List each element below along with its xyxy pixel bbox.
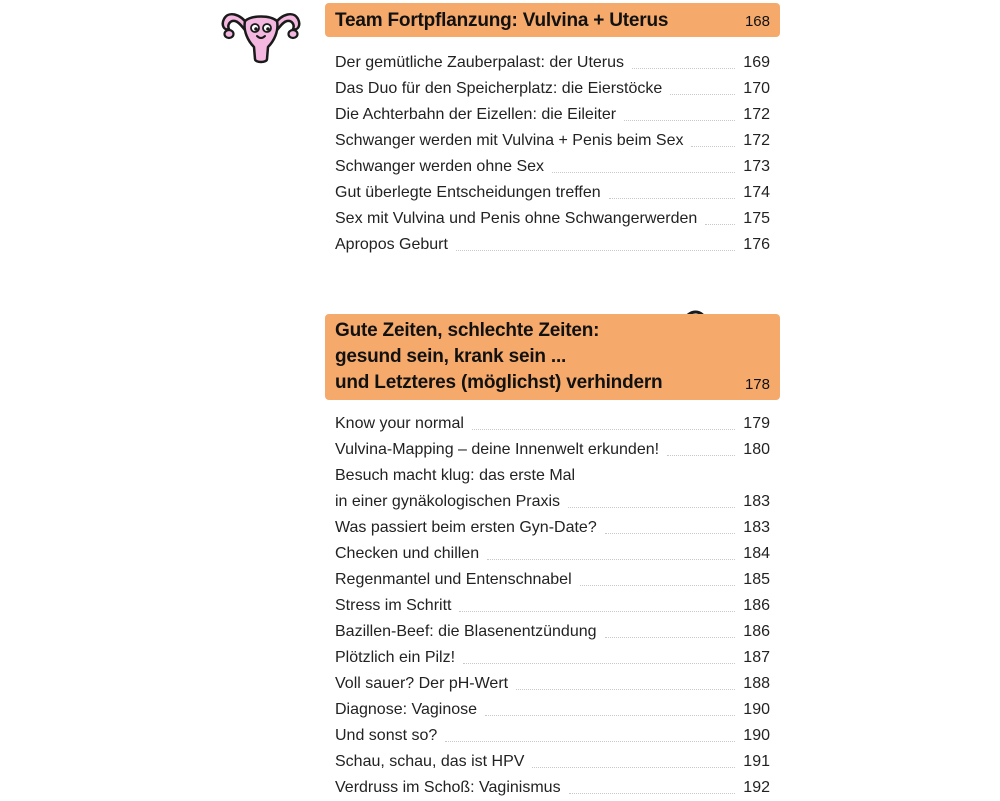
toc-entry[interactable] [325, 619, 780, 645]
dot-leader [456, 250, 735, 251]
dot-leader [459, 611, 735, 612]
dot-leader [463, 663, 735, 664]
toc-section-reproduction [325, 3, 780, 258]
toc-entry-page: 190 [743, 701, 770, 718]
toc-entry-page: 187 [743, 649, 770, 666]
toc-entry-page: 183 [743, 519, 770, 536]
toc-entry-title: Die Achterbahn der Eizellen: die Eileiter [335, 106, 617, 123]
toc-entry-title: Was passiert beim ersten Gyn-Date? [335, 519, 597, 536]
dot-leader [552, 172, 735, 173]
dot-leader [580, 585, 736, 586]
toc-entry-title: Plötzlich ein Pilz! [335, 649, 456, 666]
toc-entry-page: 186 [743, 623, 770, 640]
toc-entry-page: 179 [743, 415, 770, 432]
section-title-line-1: Gute Zeiten, schlechte Zeiten: [335, 320, 600, 341]
uterus-character-icon [218, 5, 304, 69]
dot-leader [609, 198, 736, 199]
dot-leader [487, 559, 735, 560]
toc-list [325, 50, 780, 258]
toc-entry[interactable] [325, 206, 780, 232]
section-title: Team Fortpflanzung: Vulvina + Uterus [335, 10, 669, 31]
toc-entry[interactable] [325, 232, 780, 258]
toc-entry-title: Sex mit Vulvina und Penis ohne Schwangerwerden [335, 210, 698, 227]
toc-entry-page: 180 [743, 441, 770, 458]
toc-entry[interactable] [325, 567, 780, 593]
toc-entry-title: Know your normal [335, 415, 464, 432]
dot-leader [445, 741, 735, 742]
section-page-number: 168 [744, 13, 770, 30]
toc-entry-page: 192 [743, 779, 770, 796]
section-header[interactable] [325, 3, 780, 37]
toc-entry-title: Vulvina-Mapping – deine Innenwelt erkunden! [335, 441, 660, 458]
toc-entry-title: Der gemütliche Zauberpalast: der Uterus [335, 54, 625, 71]
toc-entry-title: Gut überlegte Entscheidungen treffen [335, 184, 601, 201]
toc-entry-page: 173 [743, 158, 770, 175]
toc-entry-page: 175 [743, 210, 770, 227]
dot-leader [667, 455, 735, 456]
toc-entry-page: 188 [743, 675, 770, 692]
toc-entry[interactable] [325, 180, 780, 206]
toc-entry[interactable] [325, 671, 780, 697]
toc-entry[interactable] [325, 775, 780, 801]
section-title-line-3: und Letzteres (möglichst) verhindern [335, 372, 663, 393]
toc-entry-page: 174 [743, 184, 770, 201]
toc-entry[interactable] [325, 697, 780, 723]
toc-entry[interactable] [325, 411, 780, 437]
toc-entry-title: Schwanger werden ohne Sex [335, 158, 545, 175]
toc-entry-page: 172 [743, 106, 770, 123]
toc-entry-page: 183 [743, 493, 770, 510]
dot-leader [632, 68, 735, 69]
toc-entry[interactable] [325, 723, 780, 749]
toc-entry-page: 170 [743, 80, 770, 97]
toc-entry-page: 176 [743, 236, 770, 253]
toc-entry-title: Das Duo für den Speicherplatz: die Eierstöcke [335, 80, 663, 97]
toc-entry-title-line-1[interactable] [325, 463, 780, 489]
dot-leader [516, 689, 735, 690]
toc-entry-title-line-2: in einer gynäkologischen Praxis [335, 493, 561, 510]
toc-entry[interactable] [325, 437, 780, 463]
dot-leader [624, 120, 735, 121]
toc-entry[interactable] [325, 489, 780, 515]
toc-entry[interactable] [325, 541, 780, 567]
dot-leader [485, 715, 735, 716]
toc-entry-page: 190 [743, 727, 770, 744]
toc-entry-title: Und sonst so? [335, 727, 438, 744]
toc-entry-page: 169 [743, 54, 770, 71]
toc-entry[interactable] [325, 593, 780, 619]
dot-leader [605, 637, 736, 638]
dot-leader [705, 224, 735, 225]
toc-entry[interactable] [325, 102, 780, 128]
toc-entry[interactable] [325, 749, 780, 775]
toc-entry[interactable] [325, 154, 780, 180]
section-header[interactable] [325, 314, 780, 400]
toc-entry-page: 186 [743, 597, 770, 614]
toc-entry-title: Schwanger werden mit Vulvina + Penis beim Sex [335, 132, 684, 149]
toc-entry-page: 185 [743, 571, 770, 588]
toc-entry[interactable] [325, 128, 780, 154]
toc-entry-page: 184 [743, 545, 770, 562]
toc-entry[interactable] [325, 645, 780, 671]
dot-leader [670, 94, 735, 95]
toc-entry-title: Schau, schau, das ist HPV [335, 753, 525, 770]
toc-entry-title: Regenmantel und Entenschnabel [335, 571, 572, 588]
toc-entry[interactable] [325, 76, 780, 102]
section-page-number: 178 [744, 376, 770, 393]
dot-leader [605, 533, 736, 534]
toc-entry-title: Bazillen-Beef: die Blasenentzündung [335, 623, 597, 640]
toc-section-health [325, 314, 780, 801]
toc-entry-title: Apropos Geburt [335, 236, 448, 253]
toc-entry-title: Stress im Schritt [335, 597, 452, 614]
dot-leader [569, 793, 736, 794]
toc-entry-title: Voll sauer? Der pH-Wert [335, 675, 509, 692]
toc-entry-page: 191 [743, 753, 770, 770]
toc-entry-title: Besuch macht klug: das erste Mal [335, 467, 576, 484]
toc-entry-title: Diagnose: Vaginose [335, 701, 478, 718]
dot-leader [532, 767, 735, 768]
toc-entry-title: Checken und chillen [335, 545, 480, 562]
toc-entry-title: Verdruss im Schoß: Vaginismus [335, 779, 561, 796]
dot-leader [691, 146, 735, 147]
toc-entry[interactable] [325, 50, 780, 76]
dot-leader [472, 429, 735, 430]
dot-leader [568, 507, 735, 508]
toc-entry-page: 172 [743, 132, 770, 149]
toc-list [325, 411, 780, 801]
section-title-line-2: gesund sein, krank sein ... [335, 346, 567, 367]
toc-entry[interactable] [325, 515, 780, 541]
